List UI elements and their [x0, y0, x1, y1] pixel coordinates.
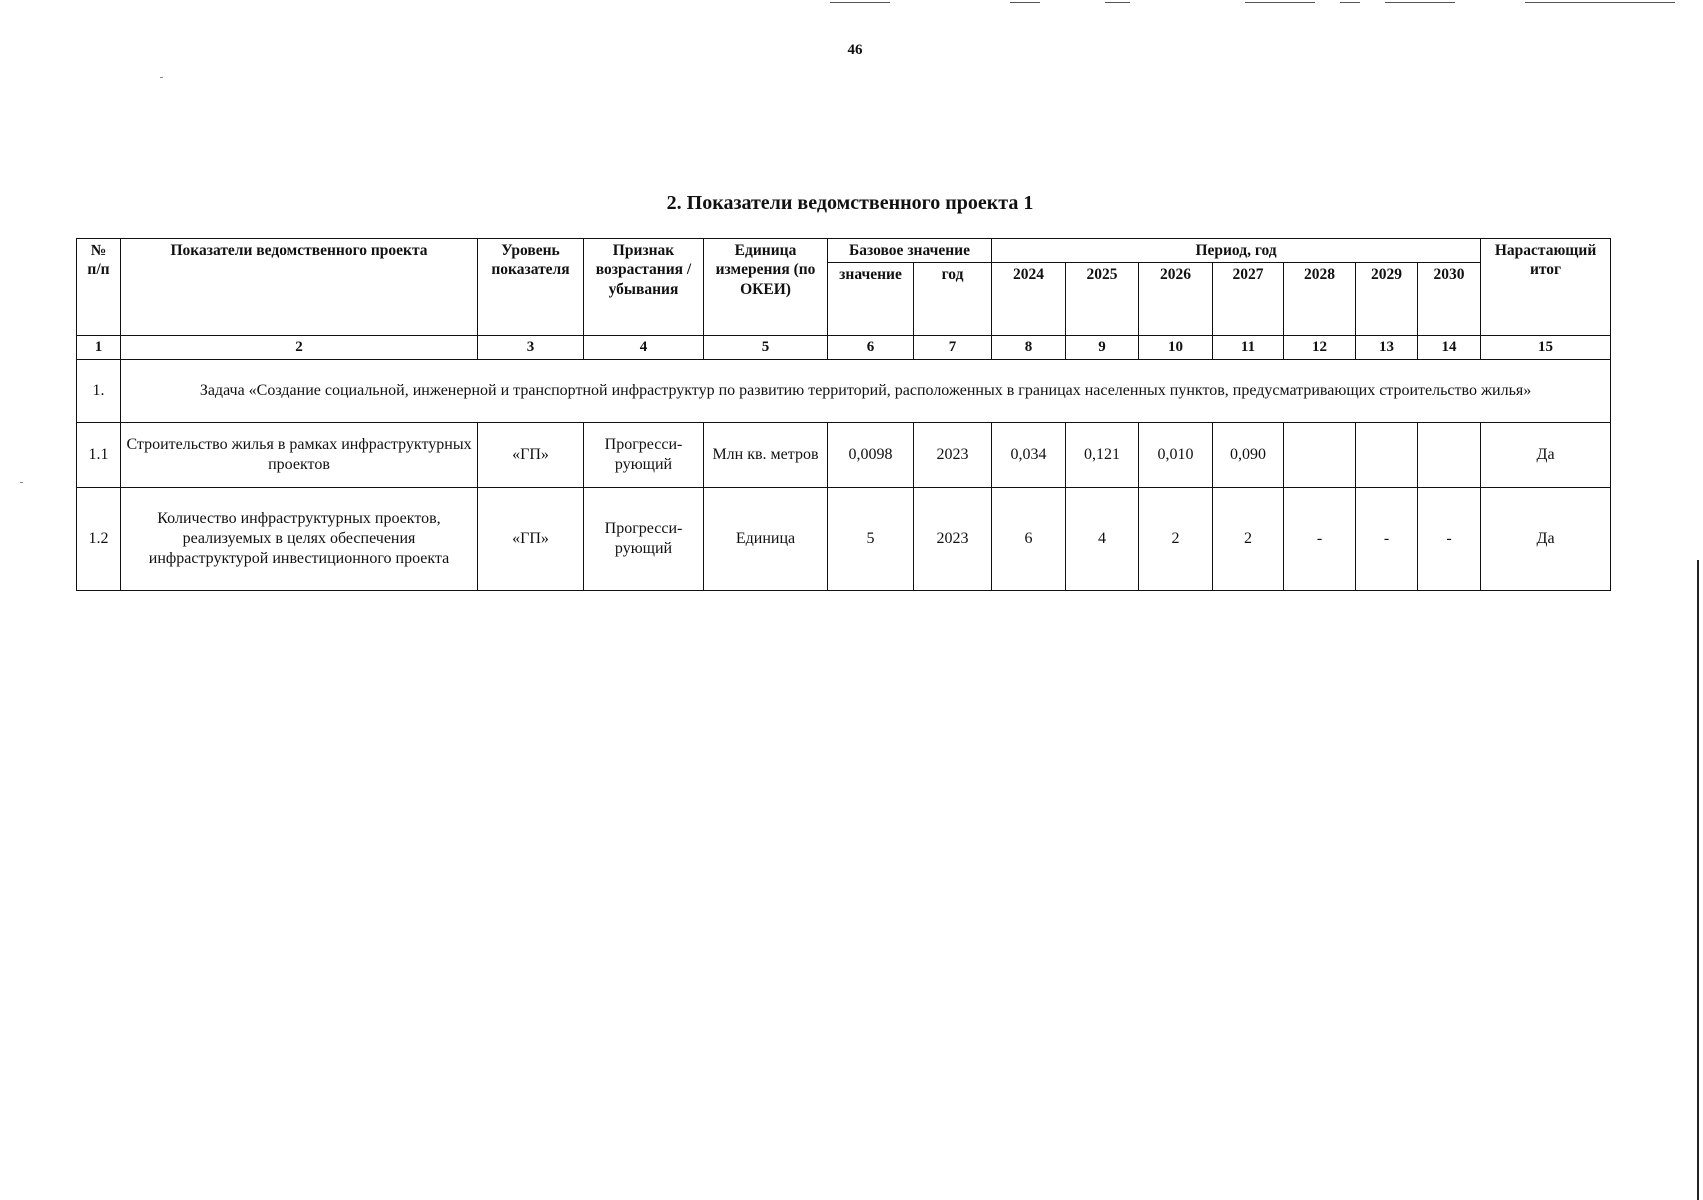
header-year: 2026	[1139, 263, 1213, 336]
scan-speck	[20, 482, 23, 483]
header-year: 2027	[1213, 263, 1284, 336]
row-year-value: -	[1284, 488, 1356, 591]
header-level: Уровень показателя	[478, 239, 584, 336]
row-indicator: Количество инфраструктурных проектов, реализуемых в целях обеспечения инфраструктурой инвестиционного проекта	[121, 488, 478, 591]
header-base: Базовое значение	[828, 239, 992, 263]
column-number: 3	[478, 336, 584, 360]
header-num: № п/п	[77, 239, 121, 336]
header-year: 2028	[1284, 263, 1356, 336]
column-number: 13	[1356, 336, 1418, 360]
row-num: 1.1	[77, 423, 121, 488]
table-row	[77, 423, 1611, 488]
row-base-year: 2023	[914, 423, 992, 488]
scan-artifact-lines	[820, 0, 1680, 6]
header-period: Период, год	[992, 239, 1481, 263]
row-year-value: 2	[1139, 488, 1213, 591]
task-text: Задача «Создание социальной, инженерной и транспортной инфраструктур по развитию территорий, расположенных в границах населенных пунктов, предусматривающих строительство жилья»	[121, 360, 1611, 423]
row-year-value: 4	[1066, 488, 1139, 591]
row-unit: Единица	[704, 488, 828, 591]
column-number: 5	[704, 336, 828, 360]
row-year-value: -	[1418, 488, 1481, 591]
scan-edge-line	[1697, 560, 1699, 1200]
task-num: 1.	[77, 360, 121, 423]
table-row	[77, 488, 1611, 591]
header-base-year: год	[914, 263, 992, 336]
row-num: 1.2	[77, 488, 121, 591]
row-unit: Млн кв. метров	[704, 423, 828, 488]
row-year-value: 6	[992, 488, 1066, 591]
header-indicator: Показатели ведомственного проекта	[121, 239, 478, 336]
table-header	[77, 239, 1611, 336]
page-number: 46	[847, 42, 863, 58]
row-year-value: 0,121	[1066, 423, 1139, 488]
column-number-row	[77, 336, 1611, 360]
row-base-value: 0,0098	[828, 423, 914, 488]
row-year-value: 0,034	[992, 423, 1066, 488]
section-title: 2. Показатели ведомственного проекта 1	[666, 192, 1034, 214]
header-base-value: значение	[828, 263, 914, 336]
column-number: 9	[1066, 336, 1139, 360]
header-year: 2024	[992, 263, 1066, 336]
column-number: 6	[828, 336, 914, 360]
scan-speck	[160, 77, 163, 78]
row-level: «ГП»	[478, 423, 584, 488]
row-cumulative: Да	[1481, 488, 1611, 591]
row-year-value	[1418, 423, 1481, 488]
header-unit: Единица измерения (по ОКЕИ)	[704, 239, 828, 336]
column-number: 1	[77, 336, 121, 360]
header-year: 2029	[1356, 263, 1418, 336]
indicators-table	[76, 238, 1611, 591]
row-year-value	[1284, 423, 1356, 488]
column-number: 15	[1481, 336, 1611, 360]
row-year-value: 0,090	[1213, 423, 1284, 488]
column-number: 4	[584, 336, 704, 360]
row-year-value: -	[1356, 488, 1418, 591]
row-year-value	[1356, 423, 1418, 488]
row-year-value: 0,010	[1139, 423, 1213, 488]
row-trend: Прогресси-рующий	[584, 488, 704, 591]
column-number: 8	[992, 336, 1066, 360]
header-trend: Признак возрастания / убывания	[584, 239, 704, 336]
column-number: 2	[121, 336, 478, 360]
column-number: 10	[1139, 336, 1213, 360]
task-row	[77, 360, 1611, 423]
column-number: 7	[914, 336, 992, 360]
header-year: 2030	[1418, 263, 1481, 336]
row-year-value: 2	[1213, 488, 1284, 591]
header-year: 2025	[1066, 263, 1139, 336]
row-base-year: 2023	[914, 488, 992, 591]
row-cumulative: Да	[1481, 423, 1611, 488]
column-number: 11	[1213, 336, 1284, 360]
row-indicator: Строительство жилья в рамках инфраструктурных проектов	[121, 423, 478, 488]
column-number: 12	[1284, 336, 1356, 360]
header-cumulative: Нарастающий итог	[1481, 239, 1611, 336]
column-number: 14	[1418, 336, 1481, 360]
row-trend: Прогресси-рующий	[584, 423, 704, 488]
row-level: «ГП»	[478, 488, 584, 591]
row-base-value: 5	[828, 488, 914, 591]
